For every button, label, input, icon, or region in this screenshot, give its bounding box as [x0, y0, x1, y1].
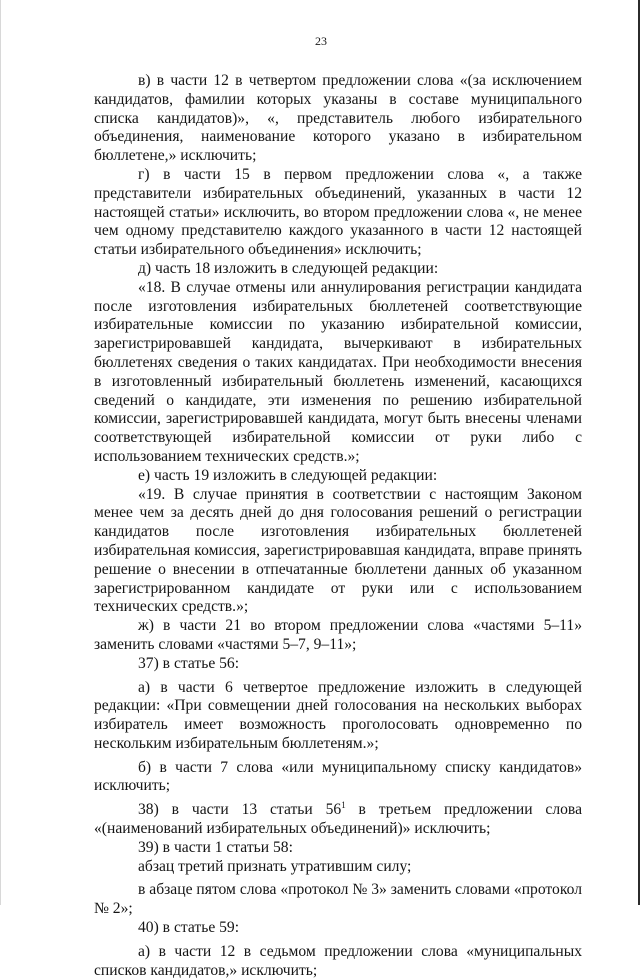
paragraph-item-39-abzac-3: абзац третий признать утратившим силу;	[138, 857, 412, 875]
item-38-text-start: 38) в части 13 статьи 56	[138, 801, 342, 819]
page-number: 23	[315, 34, 327, 48]
paragraph-amend-v: в) в части 12 в четвертом предложении слова «(за исключением кандидатов, фамилии которых указаны в составе муниципального списка кандидатов)», «, представитель любого избирательного объединения, наименование которого указано в избирательном бюллетене,» исключить;	[94, 72, 582, 165]
paragraph-amend-d: д) часть 18 изложить в следующей редакции:	[138, 259, 439, 277]
paragraph-item-37-a: а) в части 6 четвертое предложение изложить в следующей редакции: «При совмещении дней голосования на нескольких выборах избиратель имеет возможность проголосовать одновременно по нескольким избирательным бюллетеням.»;	[94, 678, 582, 752]
document-body	[94, 72, 582, 980]
paragraph-amend-g: г) в части 15 в первом предложении слова «, а также представители избирательных объединений, указанных в части 12 настоящей статьи» исключить, во втором предложении слова «, не менее чем одному представителю каждого указанного в части 12 настоящей статьи избирательного объединения» исключить;	[94, 165, 582, 259]
paragraph-item-40: 40) в статье 59:	[138, 919, 240, 937]
paragraph-item-37: 37) в статье 56:	[138, 654, 240, 672]
paragraph-item-40-a: а) в части 12 в седьмом предложении слова «муниципальных списков кандидатов,» исключить;	[94, 942, 582, 979]
paragraph-amend-e: е) часть 19 изложить в следующей редакции:	[138, 466, 438, 484]
paragraph-amend-zh: ж) в части 21 во втором предложении слова «частями 5–11» заменить словами «частями 5–7, 9–11»;	[94, 617, 582, 653]
paragraph-part-19: «19. В случае принятия в соответствии с настоящим Законом менее чем за десять дней до дня голосования решений о регистрации кандидатов после изготовления избирательных бюллетеней избирательная комиссия, зарегистрировавшая кандидата, вправе принять решение о внесении в отпечатанные бюллетени данных об указанном зарегистрированном кандидате от руки или с использованием технических средств.»;	[94, 485, 582, 616]
paragraph-item-37-b: б) в части 7 слова «или муниципальному списку кандидатов» исключить;	[94, 758, 582, 795]
item-38-text-end: в третьем предложении слова «(наименований избирательных объединений)» исключить;	[94, 801, 583, 838]
paragraph-item-39: 39) в части 1 статьи 58:	[138, 838, 293, 856]
paragraph-part-18: «18. В случае отмены или аннулирования регистрации кандидата после изготовления избирательных бюллетеней соответствующие избирательные комиссии по указанию избирательной комиссии, зарегистрировавшей кандидата, вычеркивают в избирательных бюллетенях сведения о таких кандидатах. При необходимости внесения в изготовленный избирательный бюллетень изменений, касающихся сведений о кандидате, эти изменения по решению избирательной комиссии, зарегистрировавшей кандидата, могут быть внесены членами соответствующей избирательной комиссии от руки либо с использованием технических средств.»;	[94, 278, 582, 465]
paragraph-item-38	[94, 801, 582, 839]
paragraph-item-39-abzac-5: в абзаце пятом слова «протокол № 3» заменить словами «протокол № 2»;	[94, 881, 582, 918]
article-superscript: 1	[341, 800, 346, 811]
